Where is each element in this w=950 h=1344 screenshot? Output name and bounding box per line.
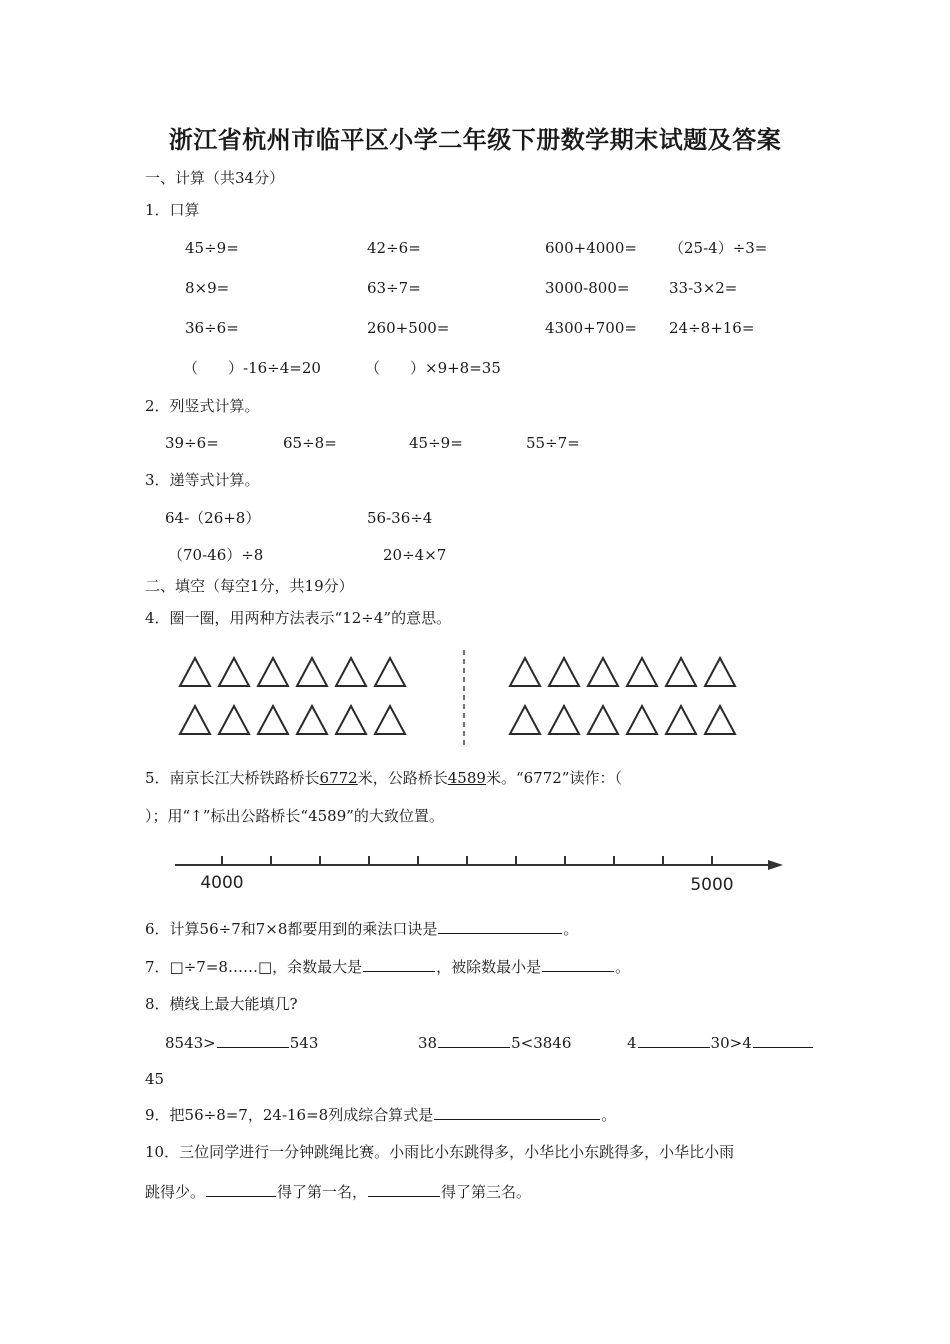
q10-line1: 10．三位同学进行一分钟跳绳比赛。小雨比小东跳得多，小华比小东跳得多，小华比小雨	[145, 1143, 735, 1161]
q8-text: 5<3846	[511, 1034, 572, 1052]
q8-text: 8543>	[165, 1034, 216, 1052]
q10-text: 得了第三名。	[441, 1183, 532, 1201]
section-2-heading: 二、填空（每空1分，共19分）	[145, 577, 354, 595]
q1-item: 8×9=	[185, 279, 230, 297]
triangle-icon[interactable]	[180, 658, 210, 686]
triangle-icon[interactable]	[219, 658, 249, 686]
q3-item: 64-（26+8）	[165, 509, 261, 527]
answer-blank[interactable]	[434, 1104, 600, 1120]
road-bridge-length: 4589	[447, 769, 486, 787]
triangle-icon[interactable]	[258, 706, 288, 734]
triangle-icon[interactable]	[666, 658, 696, 686]
q7-text: 7．□÷7=8……□，余数最大是	[145, 958, 363, 976]
q1-item: 42÷6=	[367, 239, 421, 257]
answer-blank[interactable]	[206, 1181, 276, 1197]
q8-item-2	[418, 1032, 571, 1053]
q7-end: 。	[615, 958, 631, 976]
triangle-icon[interactable]	[705, 658, 735, 686]
q5-text: 米。“6772”读作：（	[485, 769, 622, 787]
q10-line2	[145, 1181, 531, 1202]
q1-item: 45÷9=	[185, 239, 239, 257]
answer-blank[interactable]	[753, 1032, 813, 1048]
triangle-icon[interactable]	[297, 706, 327, 734]
q6-end: 。	[563, 920, 579, 938]
q1-item: 24÷8+16=	[669, 319, 755, 337]
q1-fill-item: （ ）×9+8=35	[365, 359, 501, 377]
q10-text: 得了第一名，	[277, 1183, 368, 1201]
triangle-icon[interactable]	[180, 706, 210, 734]
q1-item: 4300+700=	[545, 319, 637, 337]
answer-blank[interactable]	[438, 918, 562, 934]
triangle-figure	[170, 646, 760, 750]
q8-wrap: 45	[145, 1070, 165, 1088]
q5-line1	[145, 768, 622, 788]
q9-text: 9．把56÷8=7，24-16=8列成综合算式是	[145, 1106, 434, 1124]
q2-item: 65÷8=	[283, 434, 337, 452]
section-1-heading: 一、计算（共34分）	[145, 169, 285, 187]
q2-item: 55÷7=	[526, 434, 580, 452]
triangle-icon[interactable]	[336, 658, 366, 686]
number-line-ticks	[222, 856, 712, 865]
q2-item: 39÷6=	[165, 434, 219, 452]
triangle-icon[interactable]	[549, 706, 579, 734]
q1-item: 33-3×2=	[669, 279, 738, 297]
q8-item-1	[165, 1032, 318, 1053]
q8-text: 30>4	[710, 1034, 752, 1052]
q7-text: ，被除数最小是	[436, 958, 542, 976]
triangle-icon[interactable]	[219, 706, 249, 734]
axis-end-label: 5000	[690, 875, 734, 895]
page-title: 浙江省杭州市临平区小学二年级下册数学期末试题及答案	[168, 126, 782, 154]
q1-item: 3000-800=	[545, 279, 630, 297]
q1-item: 260+500=	[367, 319, 450, 337]
axis-start-label: 4000	[200, 873, 244, 893]
triangle-icon[interactable]	[666, 706, 696, 734]
q3-item: 56-36÷4	[367, 509, 433, 527]
q7	[145, 956, 630, 977]
q1-label: 1．口算	[145, 201, 200, 219]
arrow-head-icon	[768, 860, 783, 870]
triangle-icon[interactable]	[627, 706, 657, 734]
triangle-icon[interactable]	[375, 658, 405, 686]
triangle-icon[interactable]	[375, 706, 405, 734]
q2-item: 45÷9=	[409, 434, 463, 452]
triangle-icon[interactable]	[705, 706, 735, 734]
triangle-icon[interactable]	[510, 706, 540, 734]
q5-line2: ）；用“↑”标出公路桥长“4589”的大致位置。	[145, 807, 444, 825]
q9-end: 。	[601, 1106, 617, 1124]
q6-text: 6．计算56÷7和7×8都要用到的乘法口诀是	[145, 920, 438, 938]
q8-label: 8．横线上最大能填几?	[145, 995, 298, 1013]
triangle-icon[interactable]	[627, 658, 657, 686]
q3-item: 20÷4×7	[383, 546, 447, 564]
answer-blank[interactable]	[217, 1032, 289, 1048]
triangle-icon[interactable]	[336, 706, 366, 734]
q4-label: 4．圈一圈，用两种方法表示“12÷4”的意思。	[145, 609, 452, 627]
q8-text: 38	[418, 1034, 438, 1052]
rail-bridge-length: 6772	[319, 769, 358, 787]
q8-text: 4	[627, 1034, 637, 1052]
q1-item: 36÷6=	[185, 319, 239, 337]
triangle-icon[interactable]	[297, 658, 327, 686]
answer-blank[interactable]	[363, 956, 435, 972]
triangle-group-right	[510, 658, 735, 734]
q6	[145, 918, 578, 939]
q9	[145, 1104, 616, 1125]
q8-item-3	[627, 1032, 814, 1053]
q2-label: 2．列竖式计算。	[145, 397, 260, 415]
q1-item: 63÷7=	[367, 279, 421, 297]
q1-item: 600+4000=	[545, 239, 637, 257]
q8-text: 543	[289, 1034, 319, 1052]
number-line[interactable]	[170, 848, 790, 900]
q5-text: 5．南京长江大桥铁路桥长	[145, 769, 320, 787]
answer-blank[interactable]	[542, 956, 614, 972]
answer-blank[interactable]	[368, 1181, 440, 1197]
answer-blank[interactable]	[438, 1032, 510, 1048]
triangle-icon[interactable]	[588, 658, 618, 686]
q10-text: 跳得少。	[145, 1183, 206, 1201]
q5-text: 米，公路桥长	[357, 769, 448, 787]
answer-blank[interactable]	[638, 1032, 710, 1048]
triangle-icon[interactable]	[258, 658, 288, 686]
q1-fill-item: （ ）-16÷4=20	[183, 359, 321, 377]
q3-item: （70-46）÷8	[168, 546, 264, 564]
triangle-icon[interactable]	[549, 658, 579, 686]
triangle-icon[interactable]	[510, 658, 540, 686]
triangle-icon[interactable]	[588, 706, 618, 734]
q3-label: 3．递等式计算。	[145, 471, 260, 489]
q1-item: （25-4）÷3=	[669, 239, 768, 257]
triangle-group-left	[180, 658, 405, 734]
